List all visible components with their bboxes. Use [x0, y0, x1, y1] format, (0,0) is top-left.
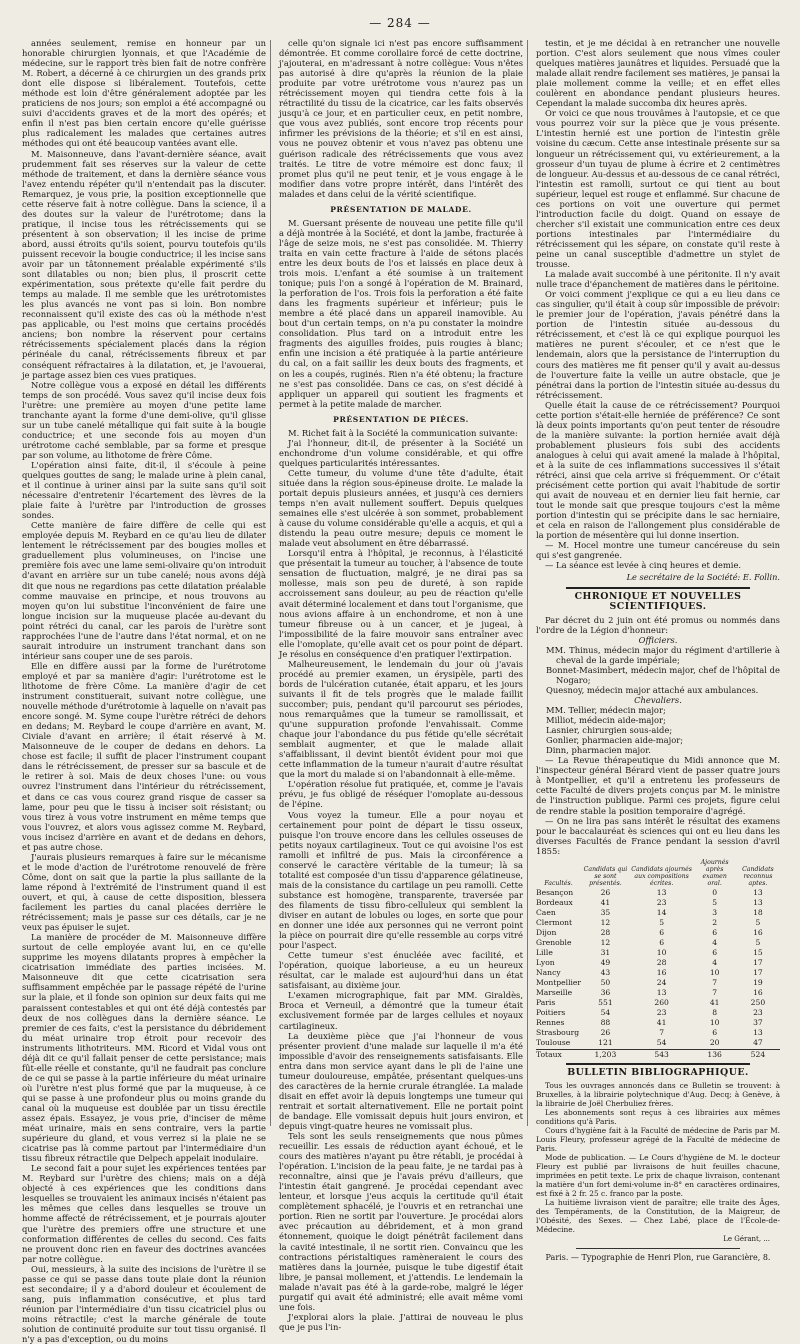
- list-item: Lasnier, chirurgien sous-aide;: [546, 725, 673, 736]
- table-cell: 15: [753, 948, 763, 958]
- table-cell: Bordeaux: [536, 897, 573, 907]
- table-row: [536, 1008, 780, 1018]
- table-cell: 23: [753, 1008, 763, 1018]
- table-cell: 16: [656, 968, 667, 978]
- printer-line: Paris. — Typographie de Henri Plon, rue Garancière, 8.: [545, 1252, 771, 1262]
- table-cell: 2: [712, 917, 718, 927]
- table-cell: 17: [753, 968, 763, 978]
- column-2: [279, 38, 523, 1332]
- column-rule: [527, 40, 528, 1126]
- table-cell: 121: [598, 1038, 613, 1048]
- table-cell: Nancy: [536, 968, 561, 978]
- table-cell: 88: [600, 1018, 611, 1028]
- table-cell: 551: [598, 998, 613, 1008]
- table-row: [536, 1028, 780, 1038]
- table-row: [536, 1038, 780, 1049]
- table-cell: 5: [755, 917, 761, 927]
- table-cell: 12: [600, 937, 611, 947]
- table-cell: 43: [600, 968, 611, 978]
- table-cell: 19: [753, 978, 763, 988]
- list-item: MM. Thinus, médecin major du régiment d'artillerie à cheval de la garde impériale;: [546, 644, 780, 665]
- paragraph: Vous voyez la tumeur. Elle a pour noyau et certainement pour point de départ le tissu osseux, puisque l'on trouve encore dans les cellules osseuses de petits noyaux cartilagineux. Tout ce qui avoisine l'os est ramolli et infiltré de pus. Mais la circonférence a conservé le caractère véritable de la tumeur; là sa totalité est composée d'un tissu d'apparence gélatineuse, mais de la consistance du cartilage un peu ramolli. Cette substance est homogène, transparente, traversée par des filaments de tissu fibro-celluleux qui semblent la diviser en autant de lobules ou loges, en sorte que pour en donner une idée aux personnes qui ne verront point la pièce on pourrait dire qu'elle ressemble au corps vitré pour l'aspect.: [279, 809, 523, 951]
- table-cell: 41: [709, 998, 720, 1008]
- list-item: Bonnet-Masimbert, médecin major, chef de l'hôpital de Nogaro;: [546, 664, 780, 685]
- section-divider: [566, 587, 750, 589]
- table-cell: 47: [753, 1038, 763, 1048]
- table-cell: 0: [712, 887, 718, 897]
- paragraph: Tels sont les seuls renseignements que nous pûmes recueillir. Les essais de réduction ayant échoué, et le cours des matières n'ayant pu être rétabli, je procédai à l'opération. L'incision de la peau faite, je ne tardai pas à reconnaître, ainsi que je l'avais prévu d'ailleurs, que l'intestin était gangrené. Je procédai cependant avec lenteur, et lorsque j'eus acquis la certitude qu'il était complètement sphacélé, je l'ouvris et en retranchai une portion. Rien ne sortit par l'ouverture. Je procédai alors avec précaution au débridement, et à mon grand étonnement, quoique le doigt pénétrât facilement dans la cavité intestinale, il ne sortit rien. Convaincu que les contractions péristaltiques ramèneraient le cours des matières dans la journée, puisque le tube digestif était libre, je pansai mollement, et j'attendis. Le lendemain la malade n'avait pas été à la garde-robe, malgré le léger purgatif qui avait été administré; elle avait même vomi une fois.: [279, 1131, 523, 1312]
- column-3: [536, 38, 780, 1262]
- table-row: [536, 978, 780, 988]
- table-cell: 35: [600, 907, 611, 917]
- paragraph: M. Maisonneuve, dans l'avant-dernière séance, avait prudemment fait ses réserves sur la valeur de cette méthode de traitement, et dans la dernière séance vous l'avez entendu répéter qu'il n'entendait pas la discuter. Remarquez, je vous prie, la position exceptionnelle que cette réserve fait à notre collègue. Dans la science, il a des doutes sur la valeur de l'urétrotome; dans la pratique, il incise tous les rétrécissements qui se présentent à son observation; il les incise de prime abord, aussi étroits qu'ils soient, pourvu toutefois qu'ils puissent recevoir la bougie conductrice; il les incise sans avoir par un tâtonnement préalable expérimenté s'ils sont dilatables ou non; bien plus, il proscrit cette expérimentation, sous prétexte qu'elle fait perdre du temps au malade. Il me semble que les urétrotomistes les plus avancés ne vont pas si loin. Bon nombre reconnaissent qu'il existe des cas où la méthode n'est pas applicable, ou l'est moins que certains procédés anciens; bon nombre la réservent pour certains rétrécissements spécialement placés dans la région périnéale du canal, rétrécissements fibreux et par conséquent réfractaires à la dilatation, et, je l'avouerai, je partage assez bien ces vues pratiques.: [22, 148, 266, 380]
- column-1: [22, 38, 266, 1344]
- table-cell: 13: [656, 887, 667, 897]
- table-cell: 16: [753, 988, 763, 998]
- table-row: [536, 888, 780, 898]
- paragraph: Or voici comment j'explique ce qui a eu lieu dans ce cas singulier, qu'il était à coup sûr impossible de prévoir: le premier jour de l'opération, j'avais pénétré dans la portion de l'intestin située au-dessous du rétrécissement, et c'est là ce qui explique pourquoi les matières ne purent s'écouler, et ce n'est que le lendemain, alors que la persistance de l'interruption du cours des matières me fit penser qu'il y avait au-dessus de l'ouverture faite la veille un autre obstacle, que je pénétrai dans la portion de l'intestin située au-dessus du rétrécissement.: [536, 289, 780, 400]
- column-2-intro: [279, 38, 523, 199]
- table-body: [536, 888, 780, 1060]
- section-presentation-malade: [279, 218, 523, 409]
- table-cell: 18: [753, 907, 763, 917]
- table-cell: 10: [709, 968, 720, 978]
- table-cell: Rennes: [536, 1018, 565, 1028]
- table-cell: 50: [600, 978, 611, 988]
- paragraph: La deuxième pièce que j'ai l'honneur de vous présenter provient d'une malade sur laquelle il m'a été impossible d'avoir des renseignements satisfaisants. Elle entra dans mon service ayant dans le pli de l'aine une tumeur douloureuse, empâtée, présentant quelques-uns des caractères de la hernie crurale étranglée. La malade disait en effet avoir là depuis longtemps une tumeur qui rentrait et sortait alternativement. Elle ne portait point de bandage. Elle vomissait depuis huit jours environ, et depuis vingt-quatre heures ne vomissait plus.: [279, 1030, 523, 1131]
- list-item: Quesnoy, médecin major attaché aux ambulances.: [546, 684, 759, 695]
- table-header-cell: Candidats qui se sont présentés.: [583, 865, 628, 887]
- paragraph: — On ne lira pas sans intérêt le résultat des examens pour le baccalauréat ès sciences qui ont eu lieu dans les diverses Facultés de France pendant la session d'avril 1855:: [536, 815, 780, 856]
- paragraph: Oui, messieurs, à la suite des incisions de l'urètre il se passe ce qui se passe dans toute plaie dont la réunion est secondaire; il y a d'abord douleur et écoulement de sang, puis inflammation consécutive, et plus tard réunion par l'intermédiaire d'un tissu cicatriciel plus ou moins rétractile; c'est la marche générale de toute solution de continuité produite sur tout tissu organisé. Il n'y a pas d'exception, ou du moins: [22, 1263, 266, 1344]
- table-cell: 7: [712, 988, 718, 998]
- table-cell: 13: [753, 897, 763, 907]
- chevaliers-label: Chevaliers.: [634, 695, 682, 705]
- paragraph: La manière de procéder de M. Maisonneuve diffère surtout de celle employée avant lui, en ce qu'elle supprime les moyens dilatants propres à empêcher la cicatrisation immédiate des parties incisées. M. Maisonneuve dit que cette cicatrisation sera suffisamment empêchée par le passage répété de l'urine sur la plaie, et il fonde son opinion sur deux faits qui me paraissent contestables et qui ont été déjà contestés par deux de nos collègues dans la dernière séance. Le premier de ces faits, c'est la persistance du débridement du méat urinaire trop étroit pour recevoir des instruments lithotriteurs. MM. Ricord et Vidal vous ont déjà dit ce qu'il fallait penser de cette persistance; mais fût-elle réelle et constante, qu'il ne faudrait pas conclure de ce qui se passe à la partie inférieure du méat urinaire où l'urètre n'est plus formé que par la muqueuse, à ce qui se passe à une profondeur plus ou moins grande du canal où la muqueuse est doublée par un tissu érectile assez épais. Essayez, je vous prie, d'inciser de même méat urinaire, mais en sens contraire, vers la partie supérieure du gland, et vous verrez si la plaie ne se cicatrise pas là comme partout par l'intermédiaire d'un tissu fibreux rétractile que Delpech appelait inodulaire.: [22, 932, 266, 1164]
- section-title-presentation-pieces: PRÉSENTATION DE PIÈCES.: [333, 414, 469, 424]
- paragraph: Elle en diffère aussi par la forme de l'urétrotome employé et par sa manière d'agir: l'urétrotome est le lithotome de frère Côme. La manière d'agir de cet instrument constituerait, suivant notre collègue, une nouvelle méthode d'urétrotomie à laquelle on n'avait pas encore songé. M. Syme coupe l'urètre rétréci de dehors en dedans; M. Reybard le coupe d'arrière en avant, M. Civiale d'avant en arrière; il était réservé à M. Maisonneuve de le couper de dedans en dehors. La chose est facile; il suffit de placer l'instrument coupant dans le rétrécissement, de presser sur sa bascule et de le retirer à soi. Mais de deux choses l'une: ou vous ouvrez l'instrument dans l'intérieur du rétrécissement, et dans ce cas vous courez grand risque de casser sa lame, pour peu que le tissu à inciser soit résistant; ou vous tirez à vous votre instrument en même temps que vous l'ouvrez, et alors vous agissez comme M. Reybard, vous incisez d'arrière en avant et de dedans en dehors, et pas autre chose.: [22, 660, 266, 852]
- table-cell: Dijon: [536, 927, 557, 937]
- table-header-cell: Candidats ajournés aux compositions écrites.: [631, 865, 692, 887]
- table-cell: 6: [659, 937, 665, 947]
- paragraph: Lorsqu'il entra à l'hôpital, je reconnus, à l'élasticité que présentait la tumeur au toucher, à l'absence de toute sensation de fluctuation, malgré, je ne dirai pas sa mollesse, mais son peu de dureté, à son rapide accroissement sans douleur, au peu de réaction qu'elle avait déterminé localement et dans tout l'organisme, que nous avions affaire à un enchondrome, et non à une tumeur fibreuse ou à un cancer, et je jugeai, à l'impossibilité de la faire mouvoir sans entraîner avec elle l'omoplate, qu'elle avait cet os pour point de départ. Je résolus en conséquence d'en pratiquer l'extirpation.: [279, 548, 523, 659]
- table-cell: 7: [712, 978, 718, 988]
- paragraph: années seulement, remise en honneur par un honorable chirurgien lyonnais, et que l'Académie de médecine, sur le rapport très bien fait de notre confrère M. Robert, a décerné à ce chirurgien un des grands prix dont elle dispose si libéralement. Toutefois, cette méthode est loin d'être généralement adoptée par les praticiens de nos jours; son emploi a été accompagné ou suivi d'accidents graves et de la mort des opérés; et enfin il n'est pas bien certain encore qu'elle guérisse plus radicalement les malades que certaines autres méthodes qui ont été beaucoup vantées avant elle.: [22, 38, 266, 149]
- bulletin-items: [536, 1081, 780, 1234]
- page-number: — 284 —: [369, 16, 431, 30]
- table-cell: 6: [712, 927, 718, 937]
- paragraph: — La séance est levée à cinq heures et demie.: [545, 560, 742, 571]
- paragraph: testin, et je me décidai à en retrancher une nouvelle portion. C'est alors seulement que nous vîmes couler quelques matières jaunâtres et liquides. Persuadé que la malade allait rendre facilement ses matières, je pansai la plaie mollement comme la veille; et en effet elles coulèrent en abondance pendant plusieurs heures. Cependant la malade succomba dix heures après.: [536, 38, 780, 109]
- table-cell: 28: [656, 958, 667, 968]
- paragraph: Notre collègue vous a exposé en détail les différents temps de son procédé. Vous savez qu'il incise deux fois l'urètre: une première au moyen d'une petite lame tranchante ayant la forme d'une demi-olive, qu'il glisse sur un tube canelé métallique qui fait suite à la bougie conductrice; et une seconde fois au moyen d'un urétrotome caché semblable, par sa forme et presque par son volume, au lithotome de frère Côme.: [22, 379, 266, 460]
- table-cell: 10: [709, 1018, 720, 1028]
- table-cell: Montpellier: [536, 978, 582, 988]
- table-cell: Poitiers: [536, 1008, 566, 1018]
- table-header-cell: Candidats reconnus aptes.: [742, 865, 774, 887]
- paragraph: L'opération ainsi faite, dit-il, il s'écoule à peine quelques gouttes de sang; le malade urine à plein canal, et il continue à uriner ainsi par la suite sans qu'il soit nécessaire d'entretenir l'écartement des lèvres de la plaie faite à l'urètre par l'introduction de grosses sondes.: [22, 459, 266, 521]
- table-cell: 5: [659, 917, 665, 927]
- table-cell: 54: [600, 1008, 611, 1018]
- officers-list: [536, 645, 780, 695]
- column-3-continuation: [536, 38, 780, 570]
- table-cell: 5: [712, 897, 718, 907]
- table-cell: 250: [750, 998, 766, 1008]
- paragraph: Cette tumeur s'est énucléée avec facilité, et l'opération, quoique laborieuse, a eu un heureux résultat, car le malade est aujourd'hui dans un état satisfaisant, au dixième jour.: [279, 950, 523, 991]
- list-item: Milliot, médecin aide-major;: [546, 715, 666, 726]
- table-cell: 12: [600, 917, 611, 927]
- table-cell: 14: [656, 907, 667, 917]
- table-row: [536, 908, 780, 918]
- table-cell: Strasbourg: [536, 1028, 580, 1038]
- column-rule: [270, 40, 271, 1126]
- table-cell: Toulouse: [536, 1038, 571, 1048]
- paragraph: L'opération résolue fut pratiquée, et, comme je l'avais prévu, je fus obligé de réséquer l'omoplate au-dessous de l'épine.: [279, 779, 523, 810]
- list-item: Dinn, pharmacien major.: [546, 745, 651, 756]
- section-title-presentation-malade: PRÉSENTATION DE MALADE.: [330, 204, 472, 214]
- table-cell: 13: [656, 988, 667, 998]
- table-row: [536, 988, 780, 998]
- paragraph: Tous les ouvrages annoncés dans ce Bulletin se trouvent: à Bruxelles, à la librairie polytechnique d'Aug. Decq; à Genève, à la librairie de Joël Cherbuliez frères.: [536, 1080, 780, 1108]
- paragraph: Cours d'hygiène fait à la Faculté de médecine de Paris par M. Louis Fleury, professeur agrégé de la Faculté de médecine de Paris.: [536, 1125, 780, 1153]
- section-divider: [566, 1063, 750, 1065]
- table-cell: 136: [693, 1049, 735, 1060]
- paragraph: M. Guersant présente de nouveau une petite fille qu'il a déjà montrée à la Société, et dont la jambe, fracturée à l'âge de seize mois, ne s'est pas consolidée. M. Thierry traita en vain cette fracture à l'aide de sétons placés entre les deux bouts de l'os et laissés en place deux à trois mois. L'enfant a été soumise à un traitement tonique; puis l'on a songé à l'opération de M. Brainard, la perforation de l'os. Trois fois la perforation a été faite dans les fragments supérieur et inférieur; puis le membre a été placé dans un appareil inamovible. Au bout d'un certain temps, on n'a pu constater la moindre consolidation. Plus tard on a introduit entre les fragments des aiguilles froides, puis rougies à blanc; enfin une incision a été pratiquée à la partie antérieure du cal, on a fait saillir les deux bouts des fragments, et on les a coupés, ruginés. Rien n'a été obtenu; la fracture ne s'est pas consolidée. Dans ce cas, on s'est décidé à appliquer un appareil qui soutient les fragments et permet à la petite malade de marcher.: [279, 217, 523, 409]
- table-cell: 36: [600, 988, 611, 998]
- table-row: [536, 898, 780, 908]
- table-cell: 1,203: [581, 1049, 630, 1060]
- decree-text: Par décret du 2 juin ont été promus ou nommés dans l'ordre de la Légion d'honneur:: [536, 614, 780, 635]
- table-cell: 54: [656, 1038, 667, 1048]
- paragraph: La huitième livraison vient de paraître; elle traite des Âges, des Tempéraments, de la Constitution, de la Maigreur, de l'Obésité, des Sexes. — Chez Labé, place de l'École-de-Médecine.: [536, 1197, 780, 1234]
- paragraph: Cette manière de faire diffère de celle qui est employée depuis M. Reybard en ce qu'au lieu de dilater lentement le rétrécissement par des bougies molles et graduellement plus volumineuses, on l'incise une première fois avec une lame semi-olivaire qu'on introduit d'avant en arrière sur un tube canelé; nous avons déjà dit que nous ne regardions pas cette dilatation préalable comme mauvaise en principe, et nous trouvons au moyen qu'on lui substitue l'inconvénient de faire une longue incision sur la muqueuse placée au-devant du point rétréci du canal, car les parois de l'urètre sont rapprochées l'une de l'autre dans l'état normal, et on ne saurait introduire un instrument tranchant dans son intérieur sans couper une de ses parois.: [22, 520, 266, 661]
- table-cell: 37: [753, 1018, 763, 1028]
- paragraph: La malade avait succombé à une péritonite. Il n'y avait nulle trace d'épanchement de matières dans le péritoine.: [536, 269, 780, 290]
- table-cell: 23: [656, 1008, 667, 1018]
- section-presentation-pieces: [279, 428, 523, 1332]
- table-cell: 26: [600, 887, 611, 897]
- table-header-cell: Facultés.: [544, 879, 573, 887]
- table-row: [536, 968, 780, 978]
- table-cell: Caen: [536, 907, 556, 917]
- paragraph: celle qu'on signale ici n'est pas encore suffisamment démontrée. Et comme corollaire forcé de cette doctrine, j'ajouterai, en m'adressant à notre collègue: Vous n'êtes pas autorisé à dire qu'après la réunion de la plaie produite par votre urétrotome vous n'aurez pas un rétrécissement moyen qui tiendra cette fois à la rétractilité du tissu de la cicatrice, car les faits observés jusqu'à ce jour, et en particulier ceux, en petit nombre, que vous avez publiés, sont encore trop récents pour infirmer les prévisions de la théorie; et s'il en est ainsi, vous ne pouvez obtenir et vous n'avez pas obtenu une guérison radicale des rétrécissements que vous avez traités. Le titre de votre mémoire est donc faux; il promet plus qu'il ne peut tenir, et je vous engage à le modifier dans votre propre intérêt, dans l'intérêt des malades et dans celui de la vérité scientifique.: [279, 38, 523, 199]
- table-total-row: [536, 1049, 780, 1060]
- paragraph: Cette tumeur, du volume d'une tête d'adulte, était située dans la région sous-épineuse droite. Le malade la portait depuis plusieurs années, et jusqu'à ces derniers temps n'en avait nullement souffert. Depuis quelques semaines elle s'est ulcérée à son sommet, probablement à cause du volume considérable qu'elle a acquis, et qui a distendu la peau outre mesure; depuis ce moment le malade veut absolument en être débarrassé.: [279, 467, 523, 549]
- table-cell: 5: [755, 937, 761, 947]
- paragraph: J'ai l'honneur, dit-il, de présenter à la Société un enchondrome d'un volume considérable, et qui offre quelques particularités intéressantes.: [279, 437, 523, 468]
- table-row: [536, 948, 780, 958]
- table-cell: 7: [659, 1028, 665, 1038]
- table-cell: 3: [712, 907, 718, 917]
- table-cell: 28: [600, 927, 611, 937]
- table-cell: Paris: [536, 998, 556, 1008]
- paragraph: Malheureusement, le lendemain du jour où j'avais procédé au premier examen, un érysipèle, parti des bords de l'ulcération cutanée, était apparu, et les jours suivants il fit de tels progrès que le malade faillit succomber; puis, pendant qu'il parcourut ses périodes, nous remarquâmes que la tumeur se ramollissait, et qu'une suppuration profonde l'envahissait. Comme chaque jour l'abondance du pus fétide qu'elle sécrétait semblait augmenter, et que le malade allait s'affaiblissant, il devint bientôt évident pour moi que cette inflammation de la tumeur n'aurait d'autre résultat que la mort du malade si on l'abandonnait à elle-même.: [279, 658, 523, 780]
- paragraph: Le second fait a pour sujet les expériences tentées par M. Reybard sur l'urètre des chiens; mais on a déjà objecté à ces expériences que les conditions dans lesquelles se trouvaient les animaux incisés n'étaient pas les mêmes que celles dans lesquelles se trouve un homme affecté de rétrécissement, et je pourrais ajouter que l'urètre des premiers offre une structure et une conformation différentes de celles du second. Ces faits ne prouvent donc rien en faveur des doctrines avancées par notre collègue.: [22, 1163, 266, 1264]
- table-cell: 543: [630, 1049, 694, 1060]
- table-row: [536, 938, 780, 948]
- paragraph: J'aurais plusieurs remarques à faire sur le mécanisme et le mode d'action de l'urétrotome renouvelé de frère Côme, dont on sait que la partie la plus saillante de la lame répond à l'extrémité de l'instrument quand il est ouvert, et qui, à cause de cette disposition, blessera facilement les parties du canal placées derrière le rétrécissement; mais je passe sur ces détails, car je ne veux pas épuiser le sujet.: [22, 851, 266, 933]
- paragraph: Quelle était la cause de ce rétrécissement? Pourquoi cette portion s'était-elle herniée de préférence? Ce sont là deux points importants qu'on peut tenter de résoudre de la manière suivante: la portion herniée avait déjà probablement plusieurs fois subi des accidents analogues à celui qui avait amené la malade à l'hôpital, et à la suite de ces inflammations successives il s'était rétréci, ainsi que cela arrive si fréquemment. Or c'était précisément cette portion qui avait l'habitude de sortir qui avait de nouveau et en dernier lieu fait hernie, car tout le monde sait que presque toujours c'est la même portion d'intestin qui se précipite dans le sac herniaire, et cela en raison de l'allongement plus considérable de la portion de mésentère qui lui donne insertion.: [536, 399, 780, 541]
- table-row: [536, 958, 780, 968]
- table-header-row: [536, 858, 780, 888]
- table-cell: 13: [753, 887, 763, 897]
- table-row: [536, 918, 780, 928]
- table-cell: Clermont: [536, 917, 573, 927]
- table-row: [536, 928, 780, 938]
- table-cell: 4: [712, 958, 718, 968]
- gerant-line: Le Gérant, ...: [723, 1234, 770, 1243]
- table-cell: Besançon: [536, 887, 574, 897]
- table-cell: 6: [712, 1028, 718, 1038]
- paragraph: — La Revue thérapeutique du Midi annonce que M. l'inspecteur général Bérard vient de passer quatre jours à Montpellier, et qu'il a entretenu les professeurs de cette Faculté de divers projets conçus par M. le ministre de l'instruction publique. Parmi ces projets, figure celui de rendre stable la position temporaire d'agrégé.: [536, 755, 780, 816]
- table-cell: 260: [654, 998, 669, 1008]
- table-cell: Marseille: [536, 988, 573, 998]
- table-cell: Grenoble: [536, 937, 572, 947]
- table-cell: 16: [753, 927, 763, 937]
- table-cell: 10: [656, 948, 667, 958]
- paragraph: M. Richet fait à la Société la communication suivante:: [288, 427, 518, 438]
- table-row: [536, 1018, 780, 1028]
- paragraph: L'examen micrographique, fait par MM. Giraldès, Broca et Verneuil, a démontré que la tumeur était exclusivement formée par de larges cellules et noyaux cartilagineux.: [279, 990, 523, 1031]
- paragraph: — M. Hocel montre une tumeur cancéreuse du sein qui s'est gangrenée.: [536, 540, 780, 561]
- table-cell: 26: [600, 1028, 611, 1038]
- officers-label: Officiers.: [638, 634, 678, 645]
- table-cell: 524: [736, 1049, 780, 1060]
- table-row: [536, 998, 780, 1008]
- footer-rule: [576, 1248, 740, 1249]
- table-header-cell: Ajournés après examen oral.: [700, 858, 729, 887]
- chronicle-title: CHRONIQUE ET NOUVELLES SCIENTIFIQUES.: [574, 590, 742, 612]
- paragraph: J'explorai alors la plaie. J'attirai de nouveau le plus que je pus l'in-: [279, 1311, 523, 1332]
- table-cell: 20: [709, 1038, 720, 1048]
- table-cell: 23: [656, 897, 667, 907]
- list-item: Gonlier, pharmacien aide-major;: [546, 735, 684, 746]
- table-cell: Lyon: [536, 958, 555, 968]
- table-cell: 6: [712, 948, 718, 958]
- table-cell: 13: [753, 1028, 763, 1038]
- news-items: [536, 755, 780, 855]
- paragraph: Les abonnements sont reçus à ces librairies aux mêmes conditions qu'à Paris.: [536, 1107, 780, 1126]
- list-item: MM. Tellier, médecin major;: [546, 705, 666, 716]
- paragraph: Or voici ce que nous trouvâmes à l'autopsie, et ce que vous pourrez voir sur la pièce que je vous présente. L'intestin hernié est une portion de l'intestin grêle voisine du cæcum. Cette anse intestinale présente sur sa longueur un rétrécissement qui, vu extérieurement, a la grosseur d'un tuyau de plume à écrire et 2 centimètres de longueur. Au-dessus et au-dessous de ce canal rétréci, l'intestin est ramolli, surtout ce qui tient au bout supérieur, lequel est rouge et enflammé. Sur chacune de ces portions on voit une ouverture qui permet l'introduction facile du doigt. Quand on essaye de chercher s'il existait une communication entre ces deux portions intestinales par l'intermédiaire du rétrécissement qui les sépare, on constate qu'il reste à peine un canal susceptible d'admettre un stylet de trousse.: [536, 108, 780, 270]
- table-cell: 24: [656, 978, 667, 988]
- table-cell: Lille: [536, 948, 553, 958]
- table-cell: 49: [600, 958, 611, 968]
- table-cell: 41: [600, 897, 611, 907]
- secretary-signature: Le secrétaire de la Société: E. Follin.: [626, 572, 780, 583]
- bulletin-title: BULLETIN BIBLIOGRAPHIQUE.: [567, 1066, 749, 1078]
- table-cell: Totaux: [536, 1049, 581, 1060]
- paragraph: Mode de publication. — Le Cours d'hygiène de M. le docteur Fleury est publié par livraisons de huit feuilles chacune, imprimées en petit texte. Le prix de chaque livraison, contenant la matière d'un fort demi-volume in-8° en caractères ordinaires, est fixé à 2 fr. 25 c. franco par la poste.: [536, 1152, 780, 1198]
- chevaliers-list: [536, 705, 780, 755]
- table-cell: 4: [712, 937, 718, 947]
- table-cell: 17: [753, 958, 763, 968]
- exam-results-table: [536, 858, 780, 1060]
- table-cell: 8: [712, 1008, 718, 1018]
- table-cell: 6: [659, 927, 665, 937]
- table-cell: 31: [600, 948, 611, 958]
- table-cell: 41: [656, 1018, 667, 1028]
